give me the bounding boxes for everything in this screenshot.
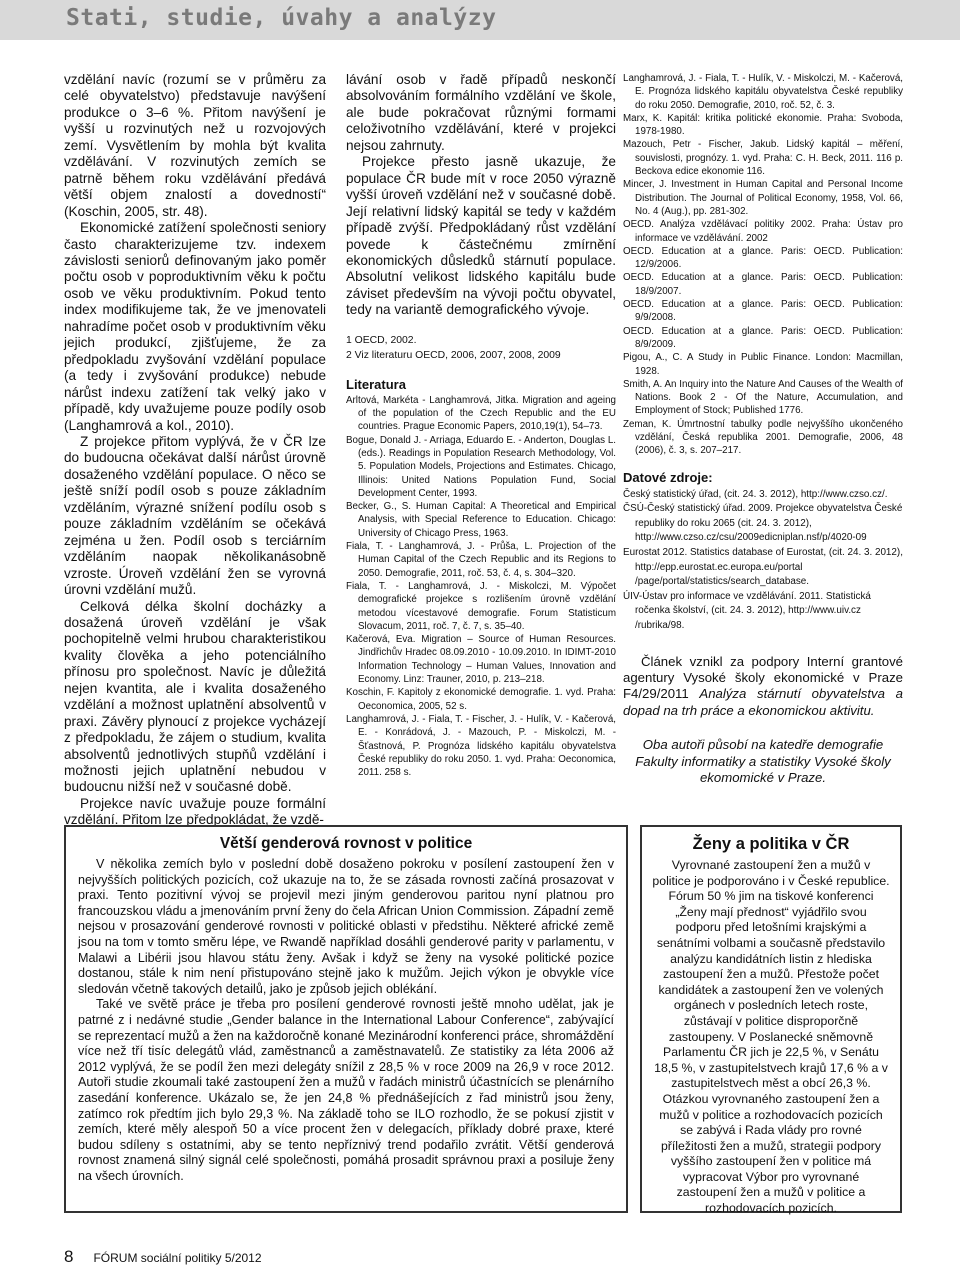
reference-item: OECD. Analýza vzdělávací politiky 2002. Praha: Ústav pro informace ve vzdělávání. 2002 bbox=[623, 219, 903, 244]
reference-item: OECD. Education at a glance. Paris: OECD. Publication: 18/9/2007. bbox=[623, 272, 903, 297]
page-number: 8 bbox=[64, 1247, 74, 1266]
publication-name: FÓRUM sociální politiky 5/2012 bbox=[93, 1251, 262, 1265]
data-sources-heading: Datové zdroje: bbox=[623, 469, 713, 485]
footnote: 2 Viz literaturu OECD, 2006, 2007, 2008, 2009 bbox=[346, 349, 561, 361]
reference-item: Smith, A. An Inquiry into the Nature And Causes of the Wealth of Nations. Book 2 - Of the Nature, Accumulation, and Employment of Stock; Published 1776. bbox=[623, 378, 903, 417]
reference-item: Zeman, K. Úmrtnostní tabulky podle nejvyššího ukončeného vzdělání, Česká republika 2001. Demografie, 2006, 48 (2006), č. 3, s. 207–217. bbox=[623, 418, 903, 457]
article-column-2 bbox=[346, 72, 616, 812]
reference-item: Koschin, F. Kapitoly z ekonomické demografie. 1. vyd. Praha: Oeconomica, 2005, 52 s. bbox=[346, 687, 616, 712]
footnotes bbox=[346, 333, 616, 363]
reference-item: Mincer, J. Investment in Human Capital and Personal Income Distribution. The Journal of Political Economy, 1958, Vol. 66, No. 4 (Aug.), pp. 281-302. bbox=[623, 179, 903, 217]
project-title: Analýza stárnutí obyvatelstva a dopad na trh práce a ekonomickou aktivitu. bbox=[623, 686, 903, 718]
box-paragraph: V několika zemích bylo v poslední době dosaženo pokroku v posílení zastoupení žen v nejvyšších politických pozicích, což ukazuje na to, že se zásada rovnosti začíná prosazovat v praxi. Tento pozitivní vývoj se projevil mezi jiným genderovou paritou nyní platnou pro francouzskou vládu a jmenováním první ženy do čela African Union Commission. Západní země nejsou v prosazování genderové rovnosti v politické oblasti v předstihu. Některé africké země jsou na tom v tomto směru lépe, ve Rwandě například dosáhli genderové parity v parlamentu, v Malawi a Libérii jsou hlavou státu ženy. Avšak i když se ženy na vysoké politické pozice dostanou, stále k nim není přistupováno stejně jako k mužům. Jejich výkon je obvykle více sledován včetně takových detailů, jako je způsob jejich oblékání. bbox=[78, 857, 614, 996]
reference-item: Fiala, T. - Langhamrová, J. - Miskolczi, M. Výpočet demografické projekce s rozlišením úrovně vzdělání metodou vícestavové demografie. Forum Statisticum Slovacum, 2011, roč. 7, č. 7, s. 35–40. bbox=[346, 580, 616, 632]
data-source-item: ČSÚ-Český statistický úřad. 2009. Projekce obyvatelstva České republiky do roku 2065 (cit. 24. 3. 2012), http://www.czso.cz/csu/2009edicniplan.nsf/p/4020-09 bbox=[623, 503, 903, 544]
reference-item: Langhamrová, J. - Fiala, T. - Hulík, V. - Miskolczi, M. - Kačerová, E. Prognóza lidského kapitálu obyvatelstva České republiky do roku 2050. Demografie, 2010, roč. 52, č. 3. bbox=[623, 73, 903, 111]
acknowledgement-text: Článek vznikl za podpory Interní grantové agentury Vysoké školy ekonomické v Praze F4/29/2011 bbox=[623, 653, 903, 702]
body-paragraph: Celková délka školní docházky a dosažená úroveň vzdělání je však pochopitelně velmi hrubou charakteristikou kvality člověka a jeho potenciálního přínosu pro společnost. Navíc je důležitá nejen kvantita, ale i kvalita dosaženého vzdělání a možnost uplatnění absolventů v praxi. Závěry plynoucí z projekce vycházejí z předpokladu, že zájem o studium, kvalita absolventů jednotlivých stupňů vzdělání i možnosti jejich uplatnění nebudou v budoucnu nižší než v současné době. bbox=[64, 598, 326, 795]
reference-item: Kačerová, Eva. Migration – Source of Human Resources. Jindřichův Hradec 08.09.2010 - 10.09.2010. In IDIMT-2010 Information Technology – Human Values, Innovation and Economy. Linz: Trauner, 2010, p. 213–218. bbox=[346, 634, 616, 686]
box-paragraph: Vyrovnané zastoupení žen a mužů v politice je podporováno i v České republice. Fórum 50 % jim na tiskové konferenci „Ženy mají přednost“ vyjádřilo svou podporu před letošními krajskými a senátními volbami a současně představilo analýzu kandidátních listin z hlediska zastoupení žen a mužů. Přestože počet kandidátek a zastoupení žen ve volených orgánech v posledních letech roste, zůstávají v politice disproporčně zastoupeny. V Poslanecké sněmovně Parlamentu ČR jich je 22,5 %, v Senátu 18,5 %, v zastupitelstvech krajů 17,6 % a v zastupitelstvech měst a obcí 26,3 %. Otázkou vyrovnaného zastoupení žen a mužů v politice a rozhodovacích pozicích se zabývá i Rada vlády pro rovné příležitosti žen a mužů, strategii podpory vyššího zastoupení žen v politice má vypracovat Výbor pro vyrovnané zastoupení žen a mužů v politice a rozhodovacích pozicích. bbox=[652, 858, 890, 1216]
box-paragraph: Také ve světě práce je třeba pro posílení genderové rovnosti ještě mnoho udělat, jak je patrné z i nedávné studie „Gender balance in the International Labour Conference“, zabývající se reprezentací mužů a žen na každoročně konané Mezinárodní konferenci práce, shromáždění více než tří tisíc delegátů vlád, zaměstnanců a zaměstnavatelů. Ze statistiky za léta 2006 až 2012 vyplývá, že se podíl žen mezi delegáty snížil z 28,5 % v roce 2009 na 26,9 v roce 2012. Autoři studie zkoumali také zastoupení žen a mužů v řadách ministrů účastnících se plenárního zasedání konference. Ukázalo se, že jen 24,8 % přednášejících z řad ministrů jsou ženy, zatímco rok předtím jich bylo 29,3 %. Na základě toho se ILO rozhodlo, že se pokusí zjistit v zemích, které měly alespoň 50 a více procent žen v delegacích, příklady dobré praxe, které budou sdíleny s ostatními, aby se tento nepříznivý trend podařilo zvrátit. Větší genderová rovnost znamená silný signál celé společnosti, pomáhá prosadit správnou praxi a posiluje ženy na všech úrovních. bbox=[78, 997, 614, 1183]
body-paragraph: Projekce přesto jasně ukazuje, že populace ČR bude mít v roce 2050 výrazně vyšší úroveň vzdělání než v současné době. Její relativní lidský kapitál se tedy v každém případě zvýší. Předpokládaný růst vzdělání povede k částečnému zmírnění ekonomických důsledků stárnutí populace. Absolutní velikost lidského kapitálu bude záviset především na vývoji počtu obyvatel, tedy na variantě demografického vývoje. bbox=[346, 154, 616, 318]
body-paragraph: Z projekce přitom vyplývá, že v ČR lze do budoucna očekávat další nárůst úrovně dosaženého vzdělání populace. O něco se ještě sníží podíl osob s pouze základním vzděláním, výrazné snížení podílu osob s pouze základním vzděláním se očekává zejména u žen. Podíl osob s terciárním vzděláním naopak několikanásobně vzroste. Úroveň vzdělání žen se vyrovná úrovni vzdělání mužů. bbox=[64, 433, 326, 598]
reference-item: Fiala, T. - Langhamrová, J. - Průša, L. Projection of the Human Capital of the Czech Republic and its Regions to 2050. Demografie, 2011, roč. 53, č. 4, s. 304–320. bbox=[346, 541, 616, 579]
reference-item: OECD. Education at a glance. Paris: OECD. Publication: 9/9/2008. bbox=[623, 299, 903, 324]
data-source-item: Český statistický úřad, (cit. 24. 3. 2012), http://www.czso.cz/. bbox=[623, 488, 888, 500]
literature-heading: Literatura bbox=[346, 376, 406, 392]
reference-item: Becker, G., S. Human Capital: A Theoretical and Empirical Analysis, with Special Reference to Education. Chicago: University of Chicago Press, 1963. bbox=[346, 501, 616, 539]
reference-item: Pigou, A., C. A Study in Public Finance. London: Macmillan, 1928. bbox=[623, 352, 903, 377]
sidebar-box-gender-equality bbox=[64, 825, 628, 1213]
body-paragraph: Projekce navíc uvažuje pouze formální vzdělání. Přitom lze předpokládat, že vzdě- bbox=[64, 795, 326, 828]
reference-item: OECD. Education at a glance. Paris: OECD. Publication: 12/9/2006. bbox=[623, 245, 903, 271]
authors-note: Oba autoři působí na katedře demografie Fakulty informatiky a statistiky Vysoké školy ekomomické v Praze. bbox=[635, 737, 891, 785]
reference-item: Bogue, Donald J. - Arriaga, Eduardo E. - Anderton, Douglas L. (eds.). Readings in Population Research Methodology, Vol. 5. Population Models, Projections and Estimates. Chicago, Illinois: United Nations Population Fund, Social Development Center, 1993. bbox=[346, 434, 616, 499]
box-title: Větší genderová rovnost v politice bbox=[219, 835, 473, 852]
footnote: 1 OECD, 2002. bbox=[346, 334, 417, 346]
body-paragraph: lávání osob v řadě případů neskončí absolvováním formálního vzdělání ve škole, ale bude pokračovat různými formami celoživotního vzdělávání, které v projekci nejsou zahrnuty. bbox=[346, 72, 616, 153]
data-source-item: Eurostat 2012. Statistics database of Eurostat, (cit. 24. 3. 2012), http://epp.eurostat.ec.europa.eu/portal /page/portal/statistics/search_database. bbox=[623, 546, 903, 588]
reference-item: OECD. Education at a glance. Paris: OECD. Publication: 8/9/2009. bbox=[623, 325, 903, 350]
data-source-item: ÚIV-Ústav pro informace ve vzdělávání. 2011. Statistická ročenka školství, (cit. 24. 3. 2012), http://www.uiv.cz /rubrika/98. bbox=[623, 590, 871, 631]
page-footer bbox=[64, 1247, 262, 1267]
section-title: Stati, studie, úvahy a analýzy bbox=[66, 5, 497, 31]
reference-item: Langhamrová, J. - Fiala, T. - Fischer, J. - Hulík, V. - Kačerová, E. - Konrádová, J. - Mazouch, P. - Miskolczi, M. - Šťastnová, P. Prognóza lidského kapitálu obyvatelstva České republiky do roku 2050. 1. vyd. Praha: Oeconomica, 2011. 258 s. bbox=[346, 713, 616, 779]
body-paragraph: vzdělání navíc (rozumí se v průměru za celé obyvatelstvo) představuje navýšení produkce o 3–6 %. Přitom navýšení je vyšší u rozvinutých než u rozvojových zemí. Vysvětlením by mohla být kvalita vzdělávání. V rozvinutých zemích se patrně během roku vzdělávání předává větší objem znalostí a dovedností“ (Koschin, 2005, str. 48). bbox=[64, 72, 326, 219]
article-column-1 bbox=[64, 72, 326, 828]
sidebar-box-women-politics bbox=[640, 825, 902, 1216]
reference-item: Mazouch, Petr - Fischer, Jakub. Lidský kapitál – měření, souvislosti, prognózy. 1. vyd. Praha: C. H. Beck, 2011. 116 p. Beckova edice ekonomie 116. bbox=[623, 139, 903, 178]
reference-item: Marx, K. Kapitál: kritika politické ekonomie. Praha: Svoboda, 1978-1980. bbox=[623, 112, 903, 138]
reference-item: Arltová, Markéta - Langhamrová, Jitka. Migration and ageing of the population of the Czech Republic and the EU countries. Prague Economic Papers, 2010,19(1), 54–73. bbox=[346, 394, 616, 433]
article-column-3 bbox=[623, 72, 903, 812]
body-paragraph: Ekonomické zatížení společnosti seniory často charakterizujeme tzv. indexem závislosti seniorů definovaným jako poměr počtu osob v poproduktivním věku k počtu osob ve věku produktivním. Pokud tento index modifikujeme tak, že ve jmenovateli nahradíme počet osob v produktivním věku jejich produkcí, zjišťujeme, že za předpokladu zvyšování vzdělání populace (a tedy i zvyšování produkce) nebude nárůst indexu zatížení tak velký jako v případě, kdy uvažujeme pouze podíly osob (Langhamrová a kol., 2010). bbox=[64, 220, 326, 433]
box-title: Ženy a politika v ČR bbox=[692, 835, 850, 853]
grant-acknowledgement bbox=[623, 654, 903, 720]
